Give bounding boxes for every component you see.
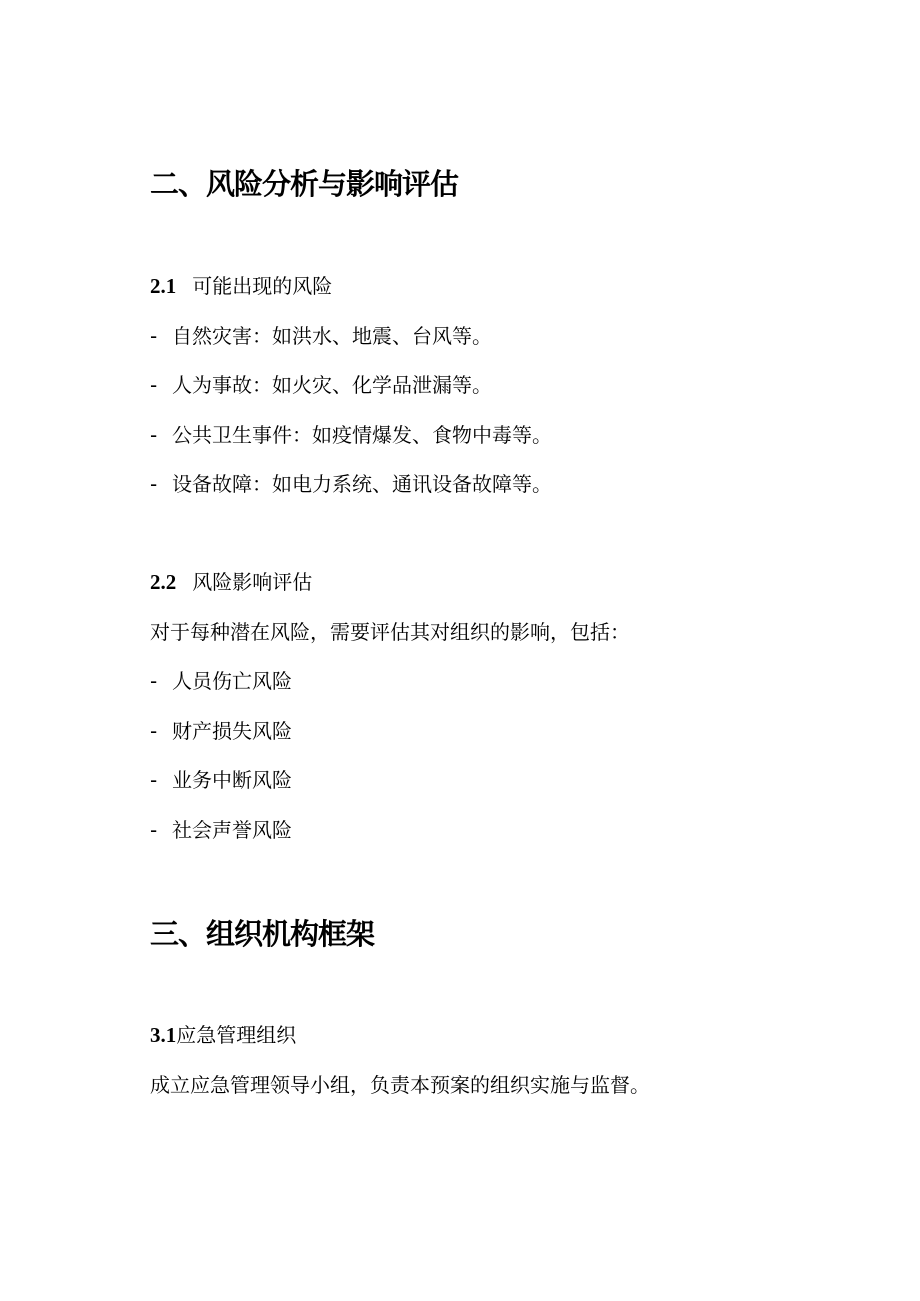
list-item: - 自然灾害：如洪水、地震、台风等。 [150, 324, 492, 348]
list-item: - 人员伤亡风险 [150, 669, 292, 693]
list-item: - 人为事故：如火灾、化学品泄漏等。 [150, 373, 492, 397]
bullet-marker: - [150, 373, 158, 397]
paragraph: 成立应急管理领导小组，负责本预案的组织实施与监督。 [150, 1073, 650, 1097]
list-item: - 财产损失风险 [150, 719, 292, 743]
subsection-heading-3-1 [150, 1025, 296, 1046]
subsection-title: 风险影响评估 [192, 570, 313, 594]
list-item: - 公共卫生事件：如疫情爆发、食物中毒等。 [150, 423, 552, 447]
subsection-number: 2.2 [150, 570, 177, 594]
bullet-marker: - [150, 324, 158, 348]
bullet-marker: - [150, 768, 158, 792]
subsection-heading-2-1 [150, 276, 332, 297]
paragraph: 对于每种潜在风险，需要评估其对组织的影响，包括： [150, 620, 630, 644]
bullet-marker: - [150, 472, 158, 496]
bullet-marker: - [150, 423, 158, 447]
subsection-heading-2-2 [150, 572, 312, 593]
subsection-number: 3.1 [150, 1023, 177, 1047]
subsection-title: 可能出现的风险 [192, 274, 333, 298]
section-heading-3: 三、组织机构框架 [150, 917, 375, 951]
list-item: - 业务中断风险 [150, 768, 292, 792]
bullet-marker: - [150, 669, 158, 693]
subsection-number: 2.1 [150, 274, 177, 298]
list-item: - 设备故障：如电力系统、通讯设备故障等。 [150, 472, 552, 496]
subsection-title: 应急管理组织 [176, 1023, 297, 1047]
bullet-marker: - [150, 719, 158, 743]
list-item: - 社会声誉风险 [150, 818, 292, 842]
section-heading-2: 二、风险分析与影响评估 [150, 167, 459, 201]
bullet-marker: - [150, 818, 158, 842]
